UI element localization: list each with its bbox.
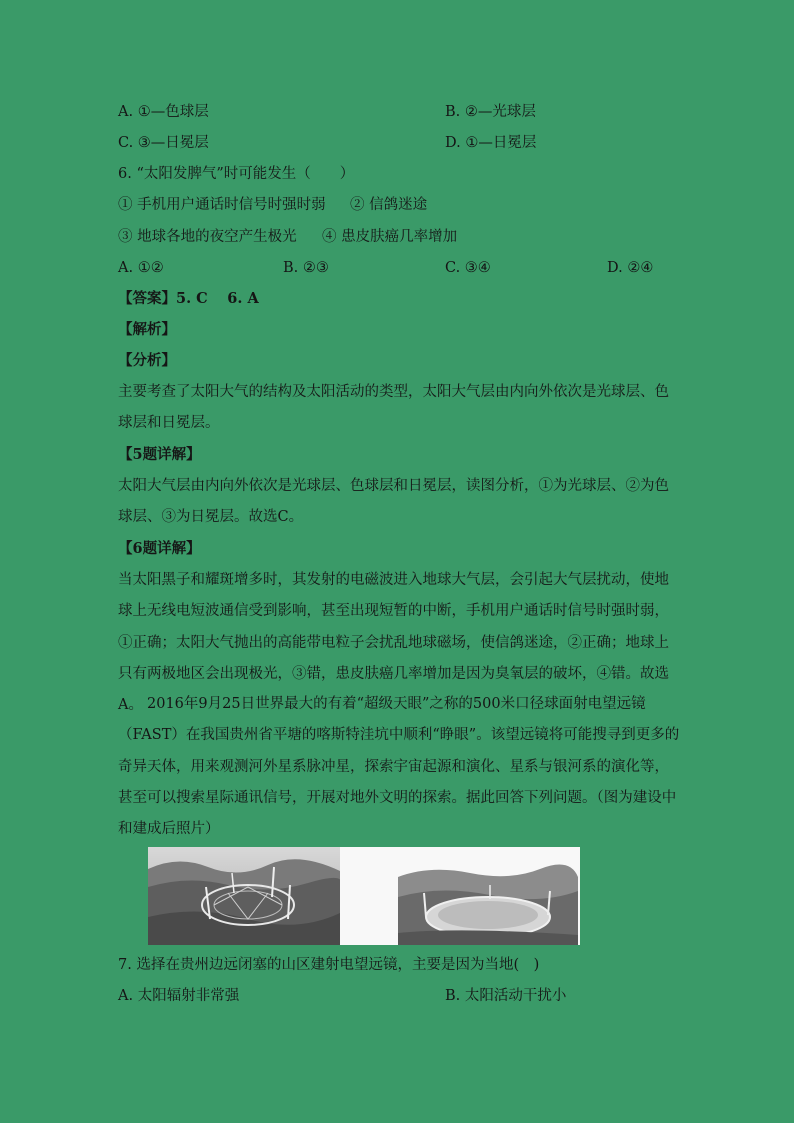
q5-option-a: A. ①—色球层 — [118, 104, 209, 120]
q6-item-3: ③ 地球各地的夜空产生极光 — [118, 229, 297, 245]
fast-completed-photo — [340, 847, 580, 945]
fast-construction-photo — [148, 847, 340, 945]
fast-passage: 2016年9月25日世界最大的有着“超级天眼”之称的500米口径球面射电望远镜（FAST）在我国贵州省平塘的喀斯特洼坑中顺利“睁眼”。该望远镜将可能搜寻到更多的奇异天体，用来观测河外星系脉冲星，探索宇宙起源和演化、星系与银河系的演化等，甚至可以搜索星际通讯信号，开展对地外文明的探索。据此回答下列问题。（图为建设中和建成后照片） — [118, 696, 680, 838]
q6-option-d: D. ②④ — [607, 260, 654, 276]
q6-detail-heading: 【6题详解】 — [118, 540, 201, 557]
q6-stem: 6. “太阳发脾气”时可能发生（ ） — [118, 166, 355, 182]
answer-line: 【答案】5. C 6. A — [118, 290, 259, 307]
q5-detail-heading: 【5题详解】 — [118, 446, 201, 463]
analysis-subheading: 【分析】 — [118, 352, 176, 369]
q7-stem: 7. 选择在贵州边远闭塞的山区建射电望远镜，主要是因为当地( ) — [118, 957, 540, 973]
q7-option-a: A. 太阳辐射非常强 — [118, 988, 240, 1004]
q5-option-b: B. ②—光球层 — [445, 104, 536, 120]
q6-detail-text: 当太阳黑子和耀斑增多时，其发射的电磁波进入地球大气层，会引起大气层扰动，使地球上无线电短波通信受到影响，甚至出现短暂的中断，手机用户通话时信号时强时弱，①正确；太阳大气抛出的高能带电粒子会扰乱地球磁场，使信鸽迷途，②正确；地球上只有两极地区会出现极光，③错，患皮肤癌几率增加是因为臭氧层的破坏，④错。故选A。 — [118, 572, 669, 714]
q6-option-b: B. ②③ — [283, 260, 329, 276]
q6-item-4: ④ 患皮肤癌几率增加 — [322, 229, 458, 245]
q7-option-b: B. 太阳活动干扰小 — [445, 988, 567, 1004]
analysis-text: 主要考查了太阳大气的结构及太阳活动的类型，太阳大气层由内向外依次是光球层、色球层和日冕层。 — [118, 384, 669, 432]
analysis-heading: 【解析】 — [118, 321, 176, 338]
q5-option-d: D. ①—日冕层 — [445, 135, 537, 151]
q6-item-2: ② 信鸽迷途 — [350, 197, 428, 213]
q6-option-a: A. ①② — [118, 260, 164, 276]
q5-detail-text: 太阳大气层由内向外依次是光球层、色球层和日冕层，读图分析，①为光球层、②为色球层、③为日冕层。故选C。 — [118, 478, 669, 526]
q6-item-1: ① 手机用户通话时信号时强时弱 — [118, 197, 326, 213]
q5-option-c: C. ③—日冕层 — [118, 135, 209, 151]
q6-option-c: C. ③④ — [445, 260, 491, 276]
